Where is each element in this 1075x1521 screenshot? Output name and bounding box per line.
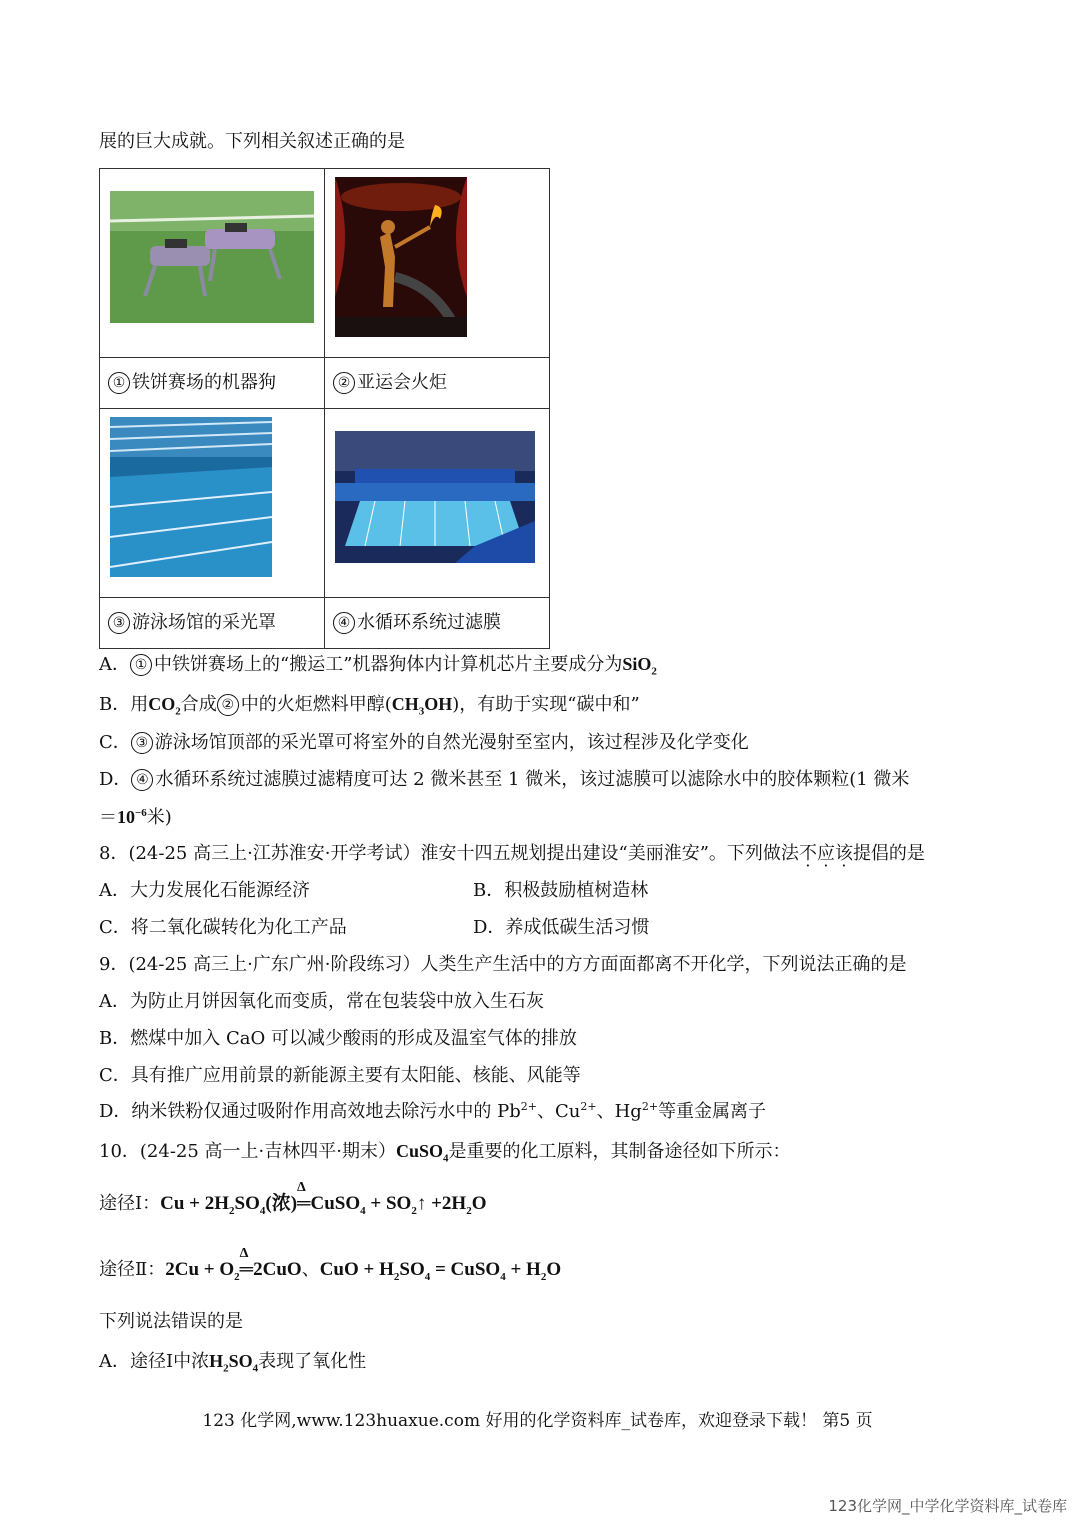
option-text: ＝	[99, 807, 117, 828]
option-label: D．	[99, 769, 132, 790]
q7-option-c	[99, 731, 749, 755]
circled-number: ③	[131, 732, 153, 754]
formula-sio2: SiO$_2$	[622, 654, 657, 678]
caption-1	[100, 358, 325, 409]
q8-option-d: D．养成低碳生活习惯	[473, 917, 650, 938]
q9-stem: 9．(24-25 高三上·广东广州·阶段练习）人类生产生活中的方方面面都离不开化学，下列说法正确的是	[99, 954, 907, 975]
robot-dog-photo	[110, 191, 314, 323]
option-text: 、Cu	[537, 1101, 581, 1122]
figure-table	[99, 168, 550, 649]
option-text: 表现了氧化性	[258, 1351, 367, 1372]
stem-text: 提倡的是	[852, 843, 925, 864]
watermark: 123化学网_中学化学资料库_试卷库	[828, 1497, 1067, 1515]
torch-photo	[335, 177, 467, 337]
stem-text: 是重要的化工原料，其制备途径如下所示：	[448, 1141, 791, 1162]
q10-question: 下列说法错误的是	[99, 1311, 243, 1332]
formula-ten-neg6: $10^{-6}$	[117, 807, 147, 827]
q7-option-d	[99, 768, 909, 792]
circled-number: ④	[333, 612, 355, 634]
separator: 、	[301, 1259, 320, 1280]
route-label: 途径Ⅰ：	[99, 1193, 161, 1214]
intro-line: 展的巨大成就。下列相关叙述正确的是	[99, 131, 405, 152]
figure-cell-2	[325, 169, 550, 358]
option-text: 合成	[180, 694, 217, 715]
figure-cell-4	[325, 409, 550, 598]
q9-option-b: B．燃煤中加入 CaO 可以减少酸雨的形成及温室气体的排放	[99, 1028, 577, 1049]
skylight-photo	[110, 417, 272, 577]
figure-cell-3	[100, 409, 325, 598]
option-text: 中铁饼赛场上的“搬运工”机器狗体内计算机芯片主要成分为	[154, 654, 623, 675]
q9-option-d: D．纳米铁粉仅通过吸附作用高效地去除污水中的 $Pb^{2+}$、$Cu^{2+}$、$Hg^{2+}$等重金属离子	[99, 1100, 767, 1122]
q10-stem	[99, 1139, 791, 1164]
circled-number: ①	[130, 654, 152, 676]
q8-option-a: A．大力发展化石能源经济	[99, 880, 310, 901]
circled-number: ②	[217, 694, 239, 716]
route-2	[99, 1246, 562, 1283]
circled-number: ①	[108, 372, 130, 394]
circled-number: ③	[108, 612, 130, 634]
caption-2	[325, 358, 550, 409]
q8-option-c: C．将二氧化碳转化为化工产品	[99, 917, 347, 938]
q8-stem	[99, 842, 925, 866]
caption-3	[100, 598, 325, 649]
option-label: A．	[99, 654, 130, 675]
stem-text: 10．(24-25 高一上·吉林四平·期末）	[99, 1141, 396, 1162]
stem-text: 8．(24-25 高三上·江苏淮安·开学考试）淮安十四五规划提出建设“美丽淮安”。下列做法	[99, 843, 799, 864]
q8-option-b: B．积极鼓励植树造林	[473, 880, 649, 901]
option-text: 等重金属离子	[658, 1101, 767, 1122]
circled-number: ④	[131, 769, 153, 791]
option-text: 游泳场馆顶部的采光罩可将室外的自然光漫射至室内，该过程涉及化学变化	[154, 732, 749, 753]
q9-option-a: A．为防止月饼因氧化而变质，常在包装袋中放入生石灰	[99, 991, 544, 1012]
option-label: C．	[99, 732, 131, 753]
route-label: 途径Ⅱ：	[99, 1259, 166, 1280]
option-label: B．用	[99, 694, 149, 715]
emphasis-char: 该	[834, 843, 853, 864]
q7-option-a	[99, 652, 657, 677]
caption-text: 游泳场馆的采光罩	[132, 612, 276, 633]
q10-option-a	[99, 1349, 366, 1374]
option-text: 、Hg	[596, 1101, 642, 1122]
route-1	[99, 1180, 487, 1217]
figure-cell-1	[100, 169, 325, 358]
q7-option-b	[99, 692, 640, 717]
caption-text: 亚运会火炬	[357, 372, 447, 393]
q7-option-d-cont	[99, 805, 172, 830]
equation-route-1: $Cu + 2H_2SO_4$(浓) Δ ═CuSO$_4$ + $SO_2↑ +2H_2O$	[160, 1180, 487, 1217]
option-text: D．纳米铁粉仅通过吸附作用高效地去除污水中的 Pb	[99, 1101, 521, 1122]
option-text: )，有助于实现“碳中和”	[452, 694, 640, 715]
pool-photo	[335, 431, 535, 563]
circled-number: ②	[333, 372, 355, 394]
option-text: A．途径Ⅰ中浓	[99, 1351, 210, 1372]
equation-route-2a: $2Cu + O_2$ Δ ═2CuO	[165, 1246, 302, 1283]
formula-co2: $CO_2$	[148, 694, 181, 718]
option-text: 中的火炬燃料甲醇(	[240, 694, 392, 715]
option-text: 水循环系统过滤膜过滤精度可达 2 微米甚至 1 微米，该过滤膜可以滤除水中的胶体颗粒(1 微米	[155, 769, 910, 790]
equation-route-2b: CuO + $H_2SO_4$ = CuSO$_4$ + $H_2O$	[319, 1259, 562, 1283]
formula-h2so4: $H_2SO_4$	[209, 1351, 259, 1375]
page-footer: 123 化学网,www.123huaxue.com 好用的化学资料库_试卷库，欢迎登录下载！ 第5 页	[202, 1411, 873, 1431]
caption-text: 铁饼赛场的机器狗	[132, 372, 276, 393]
formula-cuso4: CuSO$_4$	[395, 1141, 449, 1165]
emphasis-char: 应	[816, 843, 835, 864]
q9-option-c: C．具有推广应用前景的新能源主要有太阳能、核能、风能等	[99, 1065, 581, 1086]
emphasis-char: 不	[798, 843, 817, 864]
caption-4	[325, 598, 550, 649]
caption-text: 水循环系统过滤膜	[357, 612, 501, 633]
formula-ch3oh: $CH_3OH$	[391, 694, 453, 718]
option-text: 米)	[146, 807, 172, 828]
